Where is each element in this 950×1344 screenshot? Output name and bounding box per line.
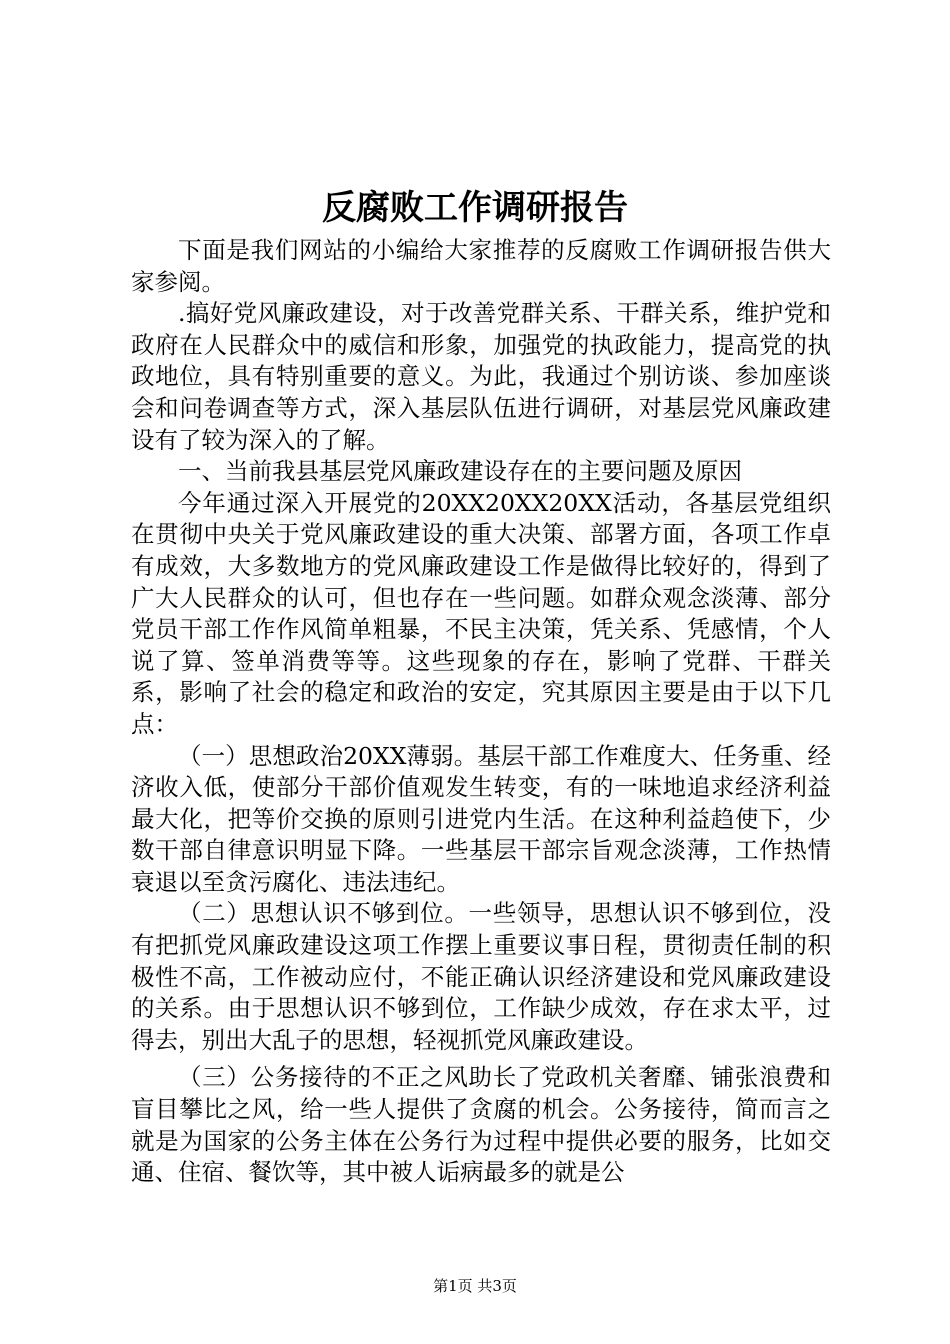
paragraph-background: .搞好党风廉政建设，对于改善党群关系、干群关系，维护党和政府在人民群众中的威信和形象，加强党的执政能力，提高党的执政地位，具有特别重要的意义。为此，我通过个别访谈、参加座谈会和问卷调查等方式，深入基层队伍进行调研，对基层党风廉政建设有了较为深入的了解。 <box>131 299 831 454</box>
section-heading-problems: 一、当前我县基层党风廉政建设存在的主要问题及原因 <box>178 457 742 486</box>
paragraph-point-1: （一）思想政治20XX薄弱。基层干部工作难度大、任务重、经济收入低，使部分干部价值观发生转变，有的一味地追求经济利益最大化，把等价交换的原则引进党内生活。在这种利益趋使下，少数干部自律意识明显下降。一些基层干部宗旨观念淡薄，工作热情衰退以至贪污腐化、违法违纪。 <box>131 741 831 896</box>
paragraph-overview: 今年通过深入开展党的20XX20XX20XX活动，各基层党组织在贯彻中央关于党风廉政建设的重大决策、部署方面，各项工作卓有成效，大多数地方的党风廉政建设工作是做得比较好的，得到了广大人民群众的认可，但也存在一些问题。如群众观念淡薄、部分党员干部工作作风简单粗暴，不民主决策，凭关系、凭感情，个人说了算、签单消费等等。这些现象的存在，影响了党群、干群关系，影响了社会的稳定和政治的安定，究其原因主要是由于以下几点： <box>131 488 831 738</box>
document-title: 反腐败工作调研报告 <box>322 188 628 228</box>
document-body <box>131 235 831 1189</box>
page-footer: 第1页 共3页 <box>433 1277 517 1295</box>
paragraph-point-2: （二）思想认识不够到位。一些领导，思想认识不够到位，没有把抓党风廉政建设这项工作摆上重要议事日程，贯彻责任制的积极性不高，工作被动应付，不能正确认识经济建设和党风廉政建设的关系。由于思想认识不够到位，工作缺少成效，存在求太平，过得去，别出大乱子的思想，轻视抓党风廉政建设。 <box>131 899 831 1054</box>
paragraph-point-3: （三）公务接待的不正之风助长了党政机关奢靡、铺张浪费和盲目攀比之风，给一些人提供了贪腐的机会。公务接待，简而言之就是为国家的公务主体在公务行为过程中提供必要的服务，比如交通、住宿、餐饮等，其中被人诟病最多的就是公 <box>131 1063 831 1187</box>
paragraph-intro: 下面是我们网站的小编给大家推荐的反腐败工作调研报告供大家参阅。 <box>131 236 831 296</box>
